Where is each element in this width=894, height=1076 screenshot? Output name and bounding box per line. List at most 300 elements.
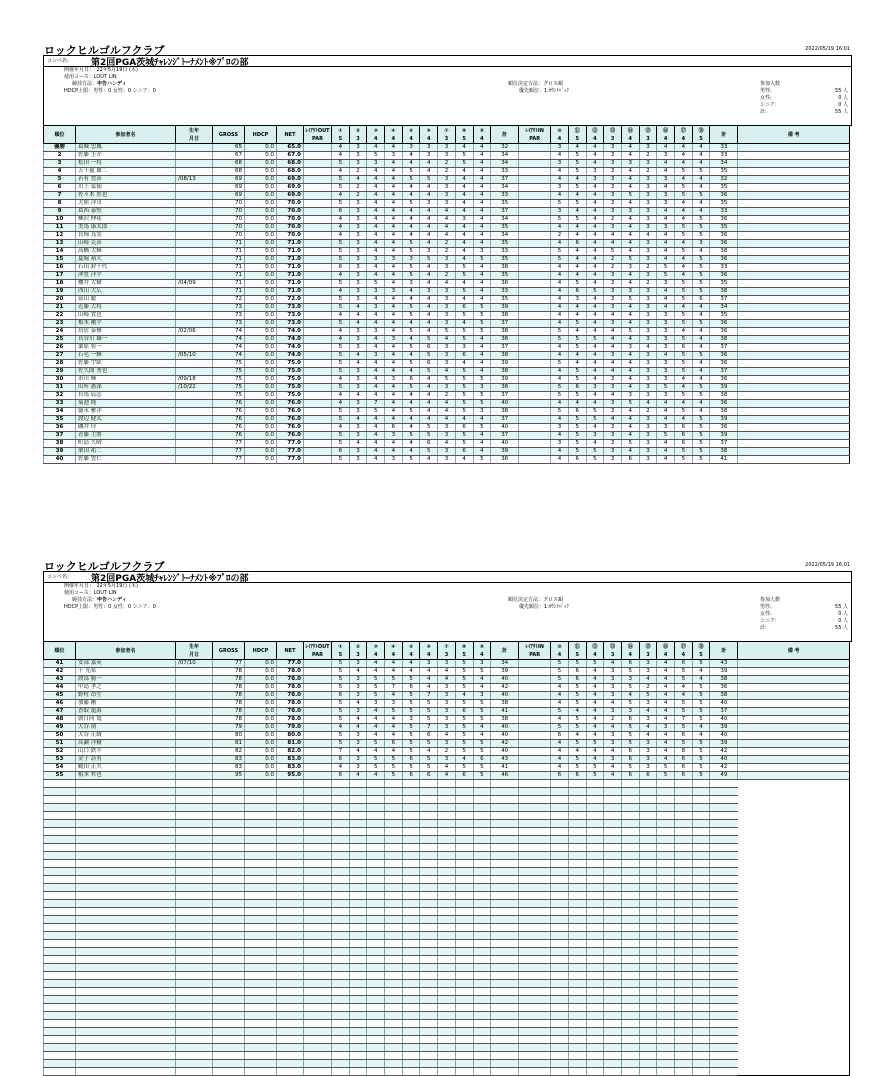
hole-score: 5 — [332, 432, 350, 440]
player-name: 青藤 主將 — [76, 432, 176, 440]
out-spacer — [304, 288, 332, 296]
in-spacer — [519, 296, 551, 304]
hole-score: 3 — [604, 168, 622, 176]
hole-score: 4 — [586, 424, 604, 432]
empty-cell — [568, 1036, 586, 1044]
gross: 75 — [213, 368, 245, 376]
table-row — [44, 208, 850, 216]
player-name: 大谷 正絨 — [76, 732, 176, 740]
empty-cell — [491, 804, 519, 812]
hole-score: 4 — [455, 416, 473, 424]
empty-cell — [385, 948, 403, 956]
hole-score: 3 — [621, 160, 639, 168]
empty-cell — [385, 988, 403, 996]
hole-score: 4 — [551, 432, 569, 440]
gross: 83 — [213, 764, 245, 772]
hole-score: 4 — [385, 748, 403, 756]
net: 68.0 — [277, 160, 304, 168]
empty-cell — [367, 900, 385, 908]
hole-score: 4 — [604, 240, 622, 248]
hole-score: 4 — [402, 668, 420, 676]
rank: 37 — [44, 432, 76, 440]
empty-cell — [402, 956, 420, 964]
empty-cell — [551, 812, 569, 820]
empty-cell — [621, 1052, 639, 1060]
hole-score: 5 — [692, 684, 710, 692]
hole-score: 4 — [621, 692, 639, 700]
empty-cell — [438, 884, 456, 892]
rank: 33 — [44, 400, 76, 408]
empty-cell — [551, 924, 569, 932]
rank: 38 — [44, 440, 76, 448]
hole-header-6: ⑥ 4 — [420, 126, 438, 144]
empty-cell — [604, 1004, 622, 1012]
hole-score: 6 — [455, 448, 473, 456]
empty-cell — [402, 844, 420, 852]
empty-cell — [332, 948, 350, 956]
empty-cell — [621, 988, 639, 996]
empty-cell — [455, 996, 473, 1004]
table-row — [44, 692, 850, 700]
hole-score: 5 — [455, 764, 473, 772]
empty-cell — [176, 828, 213, 836]
hole-score: 6 — [621, 772, 639, 780]
empty-cell — [568, 812, 586, 820]
in-spacer — [519, 684, 551, 692]
net: 70.0 — [277, 232, 304, 240]
out-total: 33 — [491, 168, 519, 176]
hole-score: 3 — [349, 256, 367, 264]
hole-score: 4 — [367, 336, 385, 344]
empty-cell — [367, 916, 385, 924]
hole-score: 5 — [692, 192, 710, 200]
table-row — [44, 932, 850, 940]
rank: 45 — [44, 692, 76, 700]
hole-score: 6 — [473, 756, 491, 764]
empty-cell — [213, 1004, 245, 1012]
hole-score: 4 — [438, 232, 456, 240]
hole-score: 5 — [675, 408, 693, 416]
hole-score: 3 — [438, 344, 456, 352]
hole-score: 5 — [568, 416, 586, 424]
hdcp: 0.0 — [245, 232, 277, 240]
hole-score: 5 — [675, 296, 693, 304]
hole-score: 5 — [675, 740, 693, 748]
birth-date — [176, 312, 213, 320]
out-spacer — [304, 732, 332, 740]
hole-score: 4 — [385, 176, 403, 184]
empty-cell — [621, 916, 639, 924]
competition-label: コンペ名: — [47, 574, 69, 580]
out-spacer — [304, 456, 332, 464]
hole-score: 6 — [332, 772, 350, 780]
empty-cell — [473, 1068, 491, 1076]
hole-score: 4 — [420, 416, 438, 424]
col-in: ﾚｲｱｳﾄIN PAR — [519, 126, 551, 144]
hole-score: 4 — [473, 448, 491, 456]
empty-cell — [473, 892, 491, 900]
out-total: 46 — [491, 772, 519, 780]
empty-cell — [44, 780, 76, 788]
in-total: 37 — [710, 708, 738, 716]
hole-score: 5 — [568, 440, 586, 448]
empty-cell — [519, 852, 551, 860]
hole-score: 4 — [420, 392, 438, 400]
net: 95.0 — [277, 772, 304, 780]
hole-score: 5 — [473, 424, 491, 432]
empty-cell — [332, 1036, 350, 1044]
hole-score: 4 — [438, 224, 456, 232]
out-total: 39 — [491, 448, 519, 456]
hole-score: 4 — [675, 416, 693, 424]
hole-score: 6 — [639, 772, 657, 780]
table-row — [44, 860, 850, 868]
empty-cell — [519, 1036, 551, 1044]
birth-date: /08/13 — [176, 176, 213, 184]
hole-score: 5 — [692, 748, 710, 756]
table-row — [44, 748, 850, 756]
empty-cell — [604, 876, 622, 884]
hole-score: 4 — [420, 264, 438, 272]
hole-score: 4 — [551, 764, 569, 772]
hole-score: 5 — [455, 336, 473, 344]
empty-cell — [438, 836, 456, 844]
empty-cell — [76, 956, 176, 964]
hole-score: 4 — [675, 264, 693, 272]
table-row — [44, 320, 850, 328]
gross: 74 — [213, 352, 245, 360]
hole-header-10: ⑩ 4 — [551, 126, 569, 144]
hdcp: 0.0 — [245, 176, 277, 184]
hole-score: 3 — [657, 312, 675, 320]
table-row — [44, 1044, 850, 1052]
hole-score: 4 — [455, 192, 473, 200]
in-total: 38 — [710, 448, 738, 456]
empty-cell — [551, 828, 569, 836]
empty-cell — [586, 852, 604, 860]
empty-cell — [44, 788, 76, 796]
hole-score: 5 — [692, 224, 710, 232]
empty-cell — [519, 996, 551, 1004]
hole-score: 4 — [692, 312, 710, 320]
hdcp-limit: HDCP上限：男性：0 女性：0 シニア：0 — [64, 604, 156, 610]
empty-cell — [438, 820, 456, 828]
empty-cell — [176, 980, 213, 988]
hole-score: 4 — [385, 160, 403, 168]
out-spacer — [304, 740, 332, 748]
empty-cell — [76, 916, 176, 924]
hole-score: 3 — [604, 280, 622, 288]
empty-cell — [44, 996, 76, 1004]
hole-score: 4 — [473, 216, 491, 224]
hole-score: 4 — [586, 368, 604, 376]
in-spacer — [519, 336, 551, 344]
hole-score: 4 — [657, 676, 675, 684]
hole-score: 5 — [402, 708, 420, 716]
empty-cell — [332, 796, 350, 804]
empty-cell — [420, 1068, 438, 1076]
rank: 8 — [44, 200, 76, 208]
net: 73.0 — [277, 312, 304, 320]
out-spacer — [304, 360, 332, 368]
hole-score: 5 — [657, 764, 675, 772]
hole-score: 5 — [367, 756, 385, 764]
in-total: 36 — [710, 360, 738, 368]
hole-score: 4 — [568, 400, 586, 408]
in-spacer — [519, 224, 551, 232]
empty-cell — [519, 1044, 551, 1052]
empty-cell — [367, 1004, 385, 1012]
hole-score: 5 — [455, 160, 473, 168]
col-birth: 生年 月日 — [176, 126, 213, 144]
hdcp: 0.0 — [245, 240, 277, 248]
empty-cell — [332, 1052, 350, 1060]
empty-cell — [332, 836, 350, 844]
table-row — [44, 900, 850, 908]
empty-cell — [491, 1068, 519, 1076]
hole-score: 5 — [621, 256, 639, 264]
empty-cell — [568, 844, 586, 852]
empty-cell — [621, 900, 639, 908]
hole-score: 4 — [420, 216, 438, 224]
empty-cell — [692, 900, 710, 908]
empty-cell — [213, 932, 245, 940]
hole-score: 5 — [473, 708, 491, 716]
hole-score: 3 — [438, 264, 456, 272]
hole-score: 4 — [586, 668, 604, 676]
out-spacer — [304, 272, 332, 280]
hole-score: 4 — [551, 700, 569, 708]
empty-cell — [621, 852, 639, 860]
empty-cell — [710, 932, 738, 940]
hole-header-14: ⑭ 4 — [621, 642, 639, 660]
empty-cell — [604, 892, 622, 900]
empty-cell — [639, 836, 657, 844]
hole-score: 6 — [568, 408, 586, 416]
hdcp: 0.0 — [245, 408, 277, 416]
player-name: 桑原 将一 — [76, 344, 176, 352]
hole-score: 4 — [621, 144, 639, 152]
empty-cell — [657, 852, 675, 860]
net: 78.0 — [277, 708, 304, 716]
table-row — [44, 344, 850, 352]
hdcp: 0.0 — [245, 320, 277, 328]
out-total: 40 — [491, 724, 519, 732]
empty-cell — [245, 852, 277, 860]
hole-score: 3 — [349, 684, 367, 692]
hole-score: 4 — [551, 176, 569, 184]
empty-cell — [657, 972, 675, 980]
hole-score: 3 — [385, 456, 403, 464]
hole-score: 3 — [639, 296, 657, 304]
empty-cell — [568, 916, 586, 924]
birth-date — [176, 216, 213, 224]
net: 77.0 — [277, 456, 304, 464]
empty-cell — [639, 844, 657, 852]
hole-score: 3 — [438, 304, 456, 312]
empty-cell — [367, 828, 385, 836]
hole-header-13: ⑬ 3 — [604, 126, 622, 144]
hole-score: 5 — [568, 432, 586, 440]
empty-cell — [568, 940, 586, 948]
empty-cell — [675, 916, 693, 924]
empty-cell — [491, 916, 519, 924]
hole-score: 4 — [385, 368, 403, 376]
hole-score: 4 — [402, 424, 420, 432]
hole-score: 6 — [621, 756, 639, 764]
empty-cell — [455, 876, 473, 884]
empty-cell — [455, 1060, 473, 1068]
net: 67.0 — [277, 152, 304, 160]
empty-cell — [385, 796, 403, 804]
empty-cell — [692, 908, 710, 916]
empty-cell — [657, 1060, 675, 1068]
empty-cell — [519, 1012, 551, 1020]
score-table — [43, 641, 850, 1076]
rank: 31 — [44, 384, 76, 392]
empty-cell — [245, 948, 277, 956]
hole-score: 4 — [621, 424, 639, 432]
birth-date — [176, 360, 213, 368]
hole-score: 4 — [420, 280, 438, 288]
hdcp: 0.0 — [245, 168, 277, 176]
hole-score: 4 — [657, 400, 675, 408]
empty-cell — [568, 1012, 586, 1020]
hole-score: 5 — [402, 200, 420, 208]
hole-score: 5 — [332, 708, 350, 716]
player-name: 佐久間 秀也 — [76, 368, 176, 376]
hole-score: 4 — [657, 456, 675, 464]
hdcp: 0.0 — [245, 660, 277, 668]
hole-score: 5 — [420, 740, 438, 748]
empty-cell — [245, 796, 277, 804]
empty-cell — [639, 948, 657, 956]
hole-score: 4 — [473, 224, 491, 232]
hdcp: 0.0 — [245, 676, 277, 684]
hole-score: 3 — [551, 208, 569, 216]
empty-cell — [657, 820, 675, 828]
hole-score: 4 — [568, 176, 586, 184]
player-name: 磯井 玲 — [76, 424, 176, 432]
in-spacer — [519, 716, 551, 724]
empty-cell — [349, 844, 367, 852]
hole-score: 3 — [473, 660, 491, 668]
in-total: 35 — [710, 168, 738, 176]
hole-score: 5 — [568, 160, 586, 168]
empty-cell — [176, 900, 213, 908]
empty-cell — [367, 892, 385, 900]
empty-cell — [349, 820, 367, 828]
hdcp: 0.0 — [245, 424, 277, 432]
hole-score: 3 — [349, 368, 367, 376]
empty-cell — [657, 940, 675, 948]
empty-cell — [385, 972, 403, 980]
hole-score: 4 — [657, 416, 675, 424]
hole-score: 5 — [551, 384, 569, 392]
empty-cell — [604, 788, 622, 796]
net: 78.0 — [277, 716, 304, 724]
hdcp: 0.0 — [245, 376, 277, 384]
rank-method: 順位決定方法：グロス順 — [508, 81, 564, 87]
empty-cell — [621, 876, 639, 884]
empty-cell — [277, 1036, 304, 1044]
empty-cell — [349, 1052, 367, 1060]
table-row — [44, 756, 850, 764]
empty-cell — [519, 964, 551, 972]
hole-score: 4 — [675, 256, 693, 264]
rank: 16 — [44, 264, 76, 272]
hole-score: 4 — [586, 152, 604, 160]
empty-cell — [245, 820, 277, 828]
hole-score: 4 — [568, 192, 586, 200]
col-out-sum: 計 — [491, 126, 519, 144]
hole-score: 3 — [604, 400, 622, 408]
empty-cell — [245, 868, 277, 876]
note — [738, 184, 850, 192]
empty-cell — [604, 812, 622, 820]
empty-cell — [176, 1068, 213, 1076]
hole-score: 5 — [621, 700, 639, 708]
in-total: 39 — [710, 724, 738, 732]
empty-cell — [657, 780, 675, 788]
birth-date — [176, 224, 213, 232]
empty-cell — [438, 892, 456, 900]
empty-cell — [332, 884, 350, 892]
empty-cell — [176, 996, 213, 1004]
empty-cell — [586, 1052, 604, 1060]
empty-cell — [245, 1012, 277, 1020]
table-row — [44, 964, 850, 972]
note — [738, 692, 850, 700]
empty-cell — [473, 1012, 491, 1020]
empty-cell — [551, 948, 569, 956]
empty-cell — [420, 788, 438, 796]
table-row — [44, 668, 850, 676]
hole-score: 4 — [568, 144, 586, 152]
empty-cell — [76, 860, 176, 868]
rank: 12 — [44, 232, 76, 240]
hole-score: 4 — [385, 400, 403, 408]
empty-cell — [586, 780, 604, 788]
out-total: 42 — [491, 684, 519, 692]
hole-score: 6 — [402, 772, 420, 780]
hole-score: 3 — [438, 740, 456, 748]
empty-cell — [438, 948, 456, 956]
hole-score: 4 — [402, 392, 420, 400]
hole-score: 4 — [692, 184, 710, 192]
player-name: 葛西 泰堅 — [76, 208, 176, 216]
empty-cell — [44, 892, 76, 900]
hole-score: 4 — [402, 448, 420, 456]
hole-score: 4 — [621, 248, 639, 256]
empty-cell — [420, 980, 438, 988]
hdcp: 0.0 — [245, 200, 277, 208]
hole-score: 4 — [604, 336, 622, 344]
hole-score: 5 — [473, 668, 491, 676]
empty-cell — [491, 852, 519, 860]
hole-score: 2 — [438, 168, 456, 176]
empty-cell — [76, 796, 176, 804]
hole-score: 5 — [420, 700, 438, 708]
empty-cell — [621, 1036, 639, 1044]
in-spacer — [519, 668, 551, 676]
hole-score: 3 — [349, 456, 367, 464]
net: 78.0 — [277, 692, 304, 700]
empty-cell — [491, 788, 519, 796]
hole-score: 5 — [402, 740, 420, 748]
hole-score: 3 — [621, 264, 639, 272]
hole-score: 4 — [438, 280, 456, 288]
